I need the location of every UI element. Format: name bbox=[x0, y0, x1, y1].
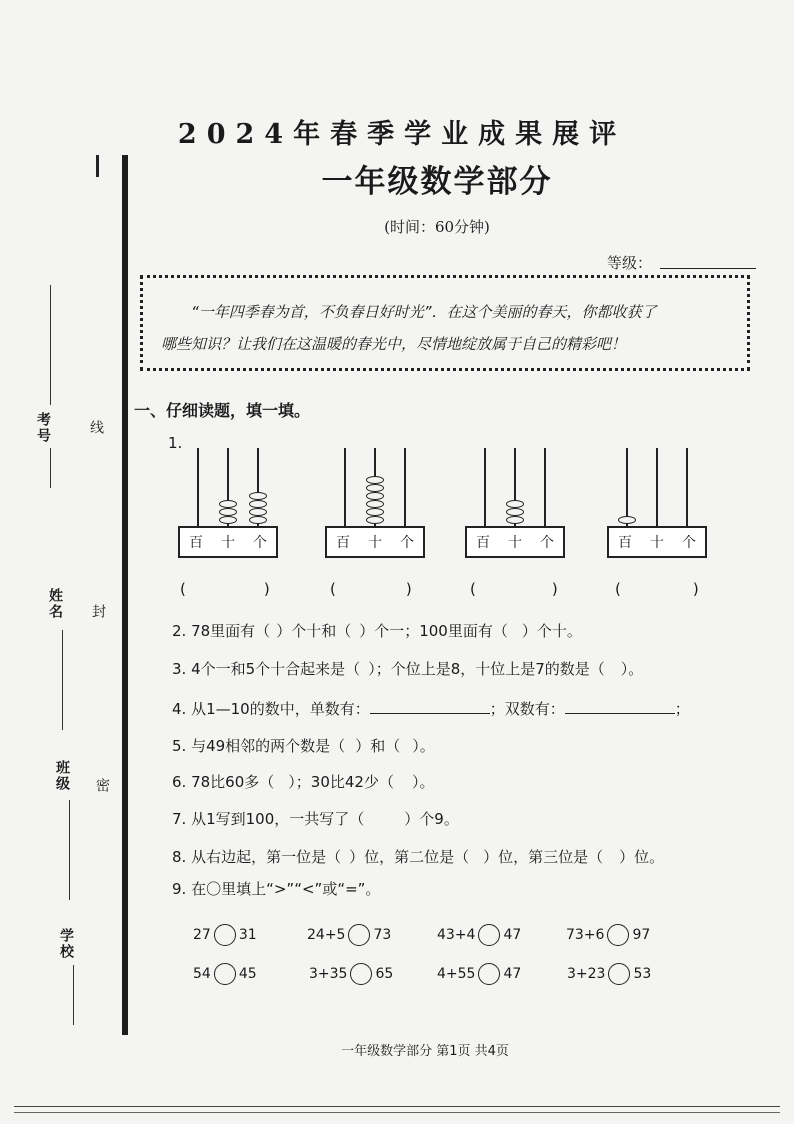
compare-2-2: 3+35 65 bbox=[309, 963, 393, 985]
school-line bbox=[73, 965, 74, 1025]
scan-edge-line-2 bbox=[14, 1112, 780, 1113]
question-5: 5. 与49相邻的两个数是（ ）和（ ）。 bbox=[172, 737, 435, 755]
exam-title: 2024年春季学业成果展评 bbox=[177, 119, 627, 150]
exam-number-label: 考号 bbox=[35, 412, 51, 444]
compare-1-3: 43+4 47 bbox=[437, 924, 521, 946]
abacus-1 bbox=[178, 448, 278, 558]
page-footer: 一年级数学部分 第1页 共4页 bbox=[341, 1044, 509, 1059]
q1-answer-1[interactable]: ( ) bbox=[180, 580, 270, 598]
abacus-4 bbox=[607, 448, 707, 558]
scan-edge-line bbox=[14, 1106, 780, 1107]
compare-circle[interactable] bbox=[348, 924, 370, 946]
exam-number-line bbox=[50, 285, 51, 405]
grade-label: 等级： bbox=[607, 254, 653, 272]
intro-line-1: “一年四季春为首，不负春日好时光”．在这个美丽的春天，你都收获了 bbox=[191, 303, 657, 321]
seal-feng-mark: 封 bbox=[90, 604, 106, 620]
compare-1-4: 73+6 97 bbox=[566, 924, 650, 946]
compare-1-1: 27 31 bbox=[193, 924, 257, 946]
abacus-4-base: 百 十 个 bbox=[607, 526, 707, 558]
compare-circle[interactable] bbox=[607, 924, 629, 946]
class-label: 班级 bbox=[54, 760, 70, 792]
compare-circle[interactable] bbox=[478, 963, 500, 985]
compare-2-3: 4+55 47 bbox=[437, 963, 521, 985]
section-1-title: 一、仔细读题，填一填。 bbox=[134, 401, 311, 420]
q1-answer-4[interactable]: ( ) bbox=[615, 580, 699, 598]
compare-circle[interactable] bbox=[608, 963, 630, 985]
question-6: 6. 78比60多（ ）；30比42少（ ）。 bbox=[172, 773, 435, 791]
question-7: 7. 从1写到100，一共写了（ ）个9。 bbox=[172, 810, 459, 828]
abacus-2-base: 百 十 个 bbox=[325, 526, 425, 558]
compare-circle[interactable] bbox=[350, 963, 372, 985]
abacus-3 bbox=[465, 448, 565, 558]
even-numbers-field[interactable] bbox=[565, 699, 675, 714]
question-4: 4. 从1—10的数中，单数有： ；双数有： ； bbox=[172, 700, 690, 718]
compare-2-1: 54 45 bbox=[193, 963, 257, 985]
compare-2-4: 3+23 53 bbox=[567, 963, 651, 985]
intro-box bbox=[140, 275, 750, 371]
name-line bbox=[62, 630, 63, 730]
question-3: 3. 4个一和5个十合起来是（ ）；个位上是8，十位上是7的数是（ ）。 bbox=[172, 660, 644, 678]
compare-circle[interactable] bbox=[214, 924, 236, 946]
seal-line-mark: 线 bbox=[88, 420, 104, 436]
binding-line bbox=[122, 155, 128, 1035]
compare-1-2: 24+5 73 bbox=[307, 924, 391, 946]
question-9: 9. 在〇里填上“>”“<”或“=”。 bbox=[172, 880, 381, 898]
abacus-1-base: 百 十 个 bbox=[178, 526, 278, 558]
school-label: 学校 bbox=[58, 928, 74, 960]
odd-numbers-field[interactable] bbox=[370, 699, 490, 714]
name-label: 姓名 bbox=[47, 588, 63, 620]
abacus-2 bbox=[325, 448, 425, 558]
intro-line-2: 哪些知识？让我们在这温暖的春光中，尽情地绽放属于自己的精彩吧！ bbox=[161, 335, 627, 353]
q1-answer-2[interactable]: ( ) bbox=[330, 580, 412, 598]
class-line bbox=[69, 800, 70, 900]
q1-answer-3[interactable]: ( ) bbox=[470, 580, 558, 598]
exam-time: (时间：60分钟) bbox=[384, 218, 490, 236]
compare-circle[interactable] bbox=[478, 924, 500, 946]
exam-subtitle: 一年级数学部分 bbox=[321, 164, 553, 200]
compare-circle[interactable] bbox=[214, 963, 236, 985]
question-8: 8. 从右边起，第一位是（ ）位，第二位是（ ）位，第三位是（ ）位。 bbox=[172, 848, 665, 866]
question-2: 2. 78里面有（ ）个十和（ ）个一；100里面有（ ）个十。 bbox=[172, 622, 582, 640]
seal-mi-mark: 密 bbox=[94, 778, 110, 794]
q1-number: 1. bbox=[168, 434, 183, 452]
grade-field[interactable] bbox=[660, 268, 756, 269]
abacus-3-base: 百 十 个 bbox=[465, 526, 565, 558]
exam-number-line-lower bbox=[50, 448, 51, 488]
